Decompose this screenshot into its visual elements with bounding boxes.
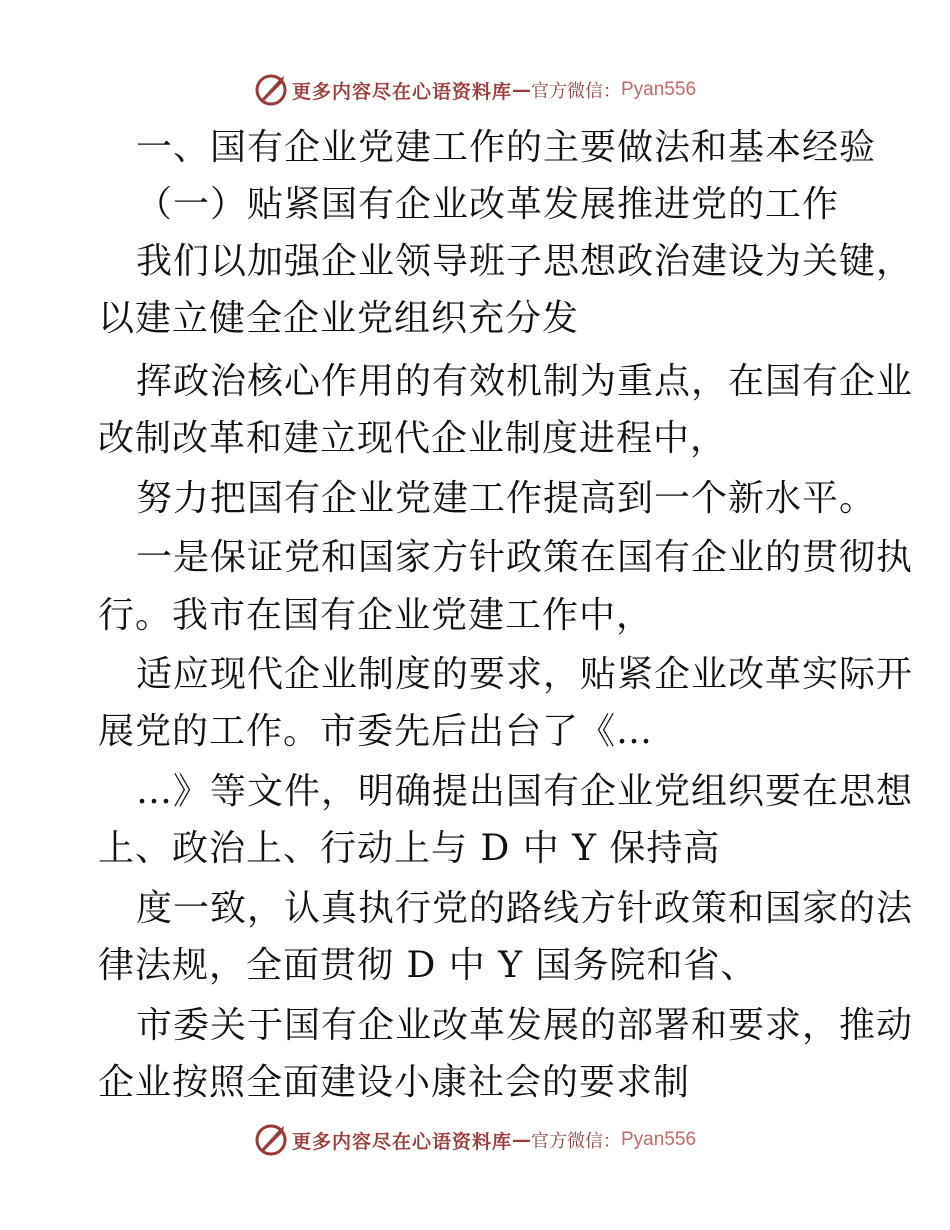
paragraph-line: 律法规，全面贯彻 D 中 Y 国务院和省、: [98, 945, 758, 986]
watermark-id: Pyan556: [621, 79, 697, 100]
paragraph-line: 一是保证党和国家方针政策在国有企业的贯彻执: [136, 537, 914, 578]
footer-watermark: [0, 1122, 950, 1158]
watermark-sub: 官方微信：: [531, 81, 621, 102]
watermark-separator: —: [512, 1129, 531, 1151]
paragraph-line: 我们以加强企业领导班子思想政治建设为关键，: [136, 241, 914, 282]
paragraph-line: 努力把国有企业党建工作提高到一个新水平。: [136, 478, 877, 519]
paragraph-line: 适应现代企业制度的要求，贴紧企业改革实际开: [136, 654, 914, 695]
quill-logo-icon: [254, 73, 288, 107]
heading-sub: （一）贴紧国有企业改革发展推进党的工作: [136, 184, 840, 225]
paragraph-line: 行。我市在国有企业党建工作中，: [98, 595, 654, 636]
watermark-brand: 更多内容尽在心语资料库: [291, 1130, 512, 1153]
paragraph-line: 企业按照全面建设小康社会的要求制: [98, 1062, 691, 1103]
watermark-brand: 更多内容尽在心语资料库: [291, 80, 512, 103]
heading-main: 一、国有企业党建工作的主要做法和基本经验: [136, 127, 877, 168]
quill-logo-icon: [254, 1123, 288, 1157]
paragraph-line: 以建立健全企业党组织充分发: [98, 298, 580, 339]
paragraph-line: 挥政治核心作用的有效机制为重点，在国有企业: [136, 361, 914, 402]
watermark-id: Pyan556: [621, 1129, 697, 1150]
paragraph-line: 展党的工作。市委先后出台了《…: [98, 711, 654, 752]
paragraph-line: 上、政治上、行动上与 D 中 Y 保持高: [98, 828, 721, 869]
paragraph-line: …》等文件，明确提出国有企业党组织要在思想: [136, 771, 914, 812]
paragraph-line: 改制改革和建立现代企业制度进程中，: [98, 418, 728, 459]
watermark-separator: —: [512, 79, 531, 101]
paragraph-line: 市委关于国有企业改革发展的部署和要求，推动: [136, 1005, 914, 1046]
paragraph-line: 度一致，认真执行党的路线方针政策和国家的法: [136, 888, 914, 929]
watermark-sub: 官方微信：: [531, 1131, 621, 1152]
header-watermark: [0, 72, 950, 108]
